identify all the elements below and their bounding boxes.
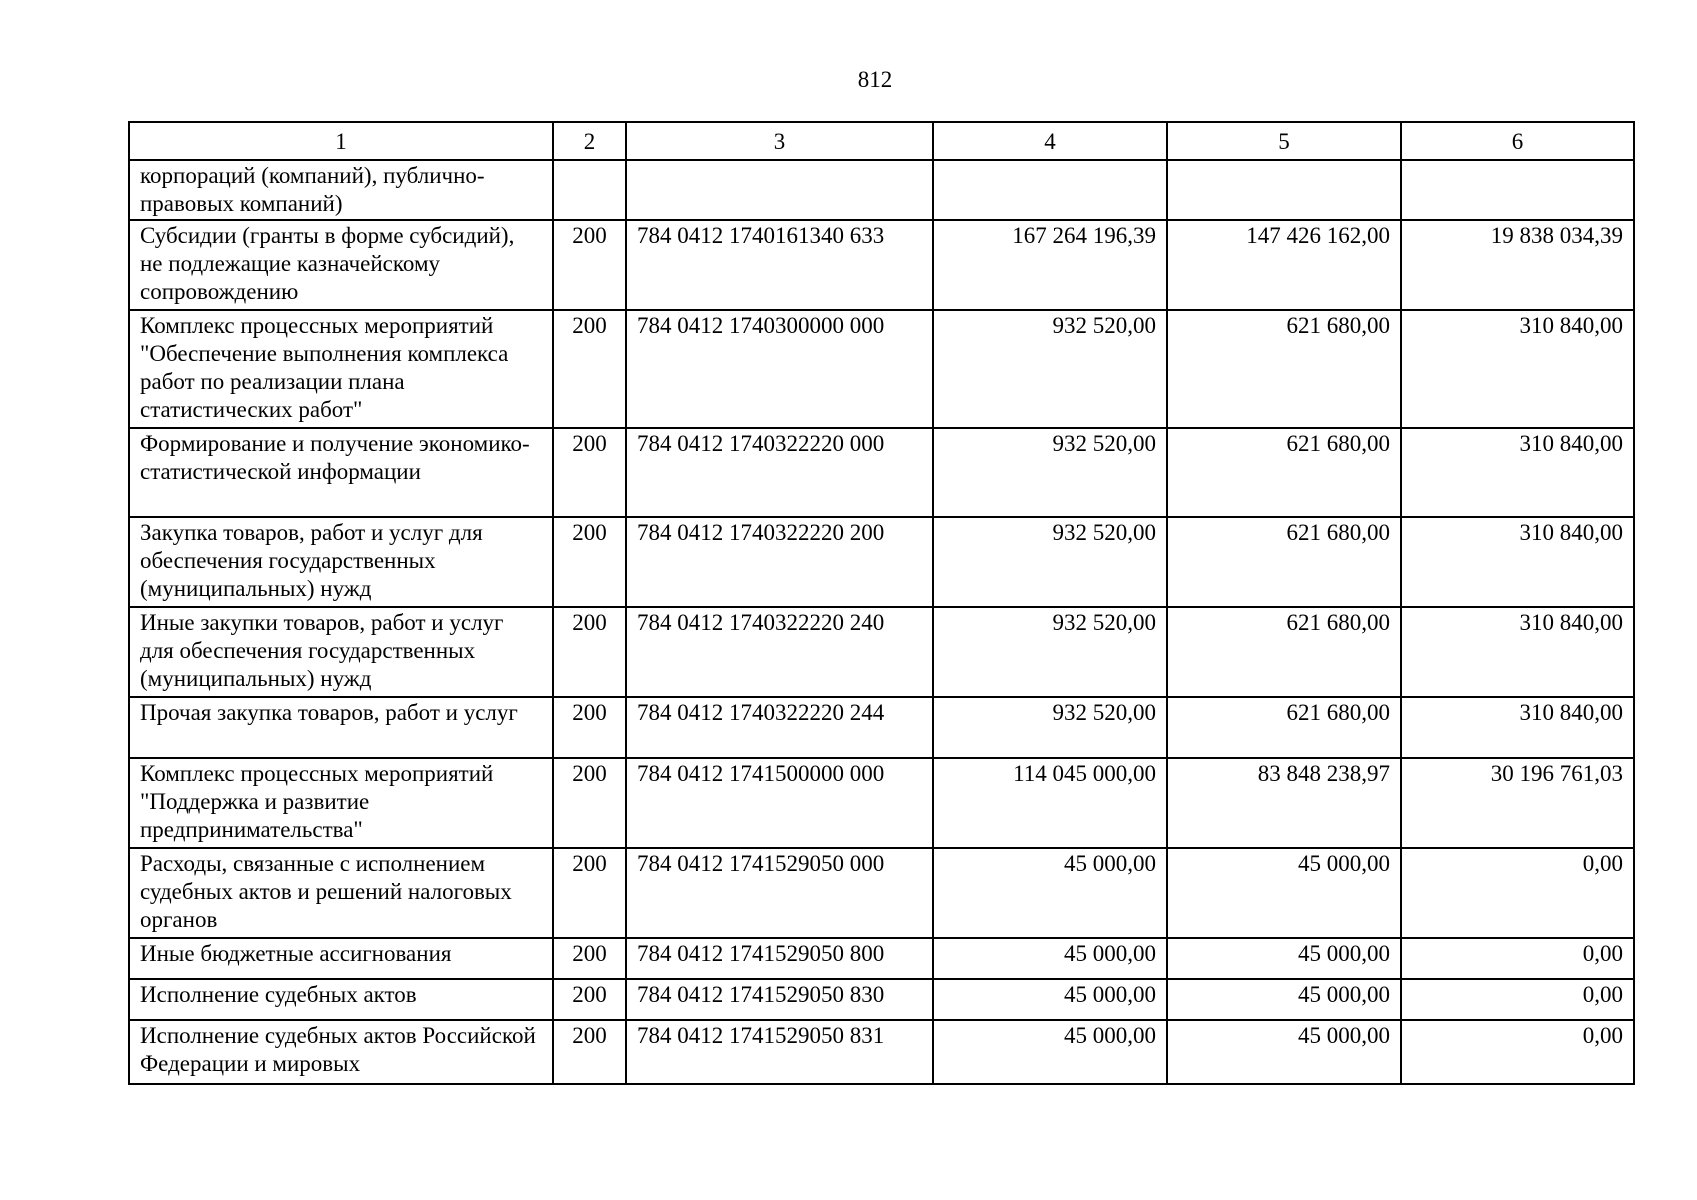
cell-code: 200	[553, 758, 626, 848]
cell-value-5: 621 680,00	[1167, 697, 1401, 758]
cell-code: 200	[553, 1020, 626, 1084]
cell-name: Комплекс процессных мероприятий "Поддержка и развитие предпринимательства"	[129, 758, 553, 848]
cell-name: Иные бюджетные ассигнования	[129, 938, 553, 979]
table-row	[129, 758, 1634, 848]
cell-value-5: 621 680,00	[1167, 607, 1401, 697]
cell-value-4	[933, 160, 1167, 220]
table-row	[129, 1020, 1634, 1084]
cell-kbk	[626, 160, 933, 220]
cell-value-5: 621 680,00	[1167, 310, 1401, 428]
cell-code: 200	[553, 848, 626, 938]
cell-value-6: 19 838 034,39	[1401, 220, 1634, 310]
cell-value-6: 310 840,00	[1401, 697, 1634, 758]
cell-kbk: 784 0412 1740322220 000	[626, 428, 933, 517]
table-row	[129, 979, 1634, 1020]
cell-value-4: 932 520,00	[933, 607, 1167, 697]
cell-value-4: 932 520,00	[933, 310, 1167, 428]
cell-name: Иные закупки товаров, работ и услуг для обеспечения государственных (муниципальных) нужд	[129, 607, 553, 697]
cell-name: корпораций (компаний), публично-правовых компаний)	[129, 160, 553, 220]
column-header-5: 5	[1167, 122, 1401, 160]
cell-value-5: 147 426 162,00	[1167, 220, 1401, 310]
cell-value-5: 45 000,00	[1167, 938, 1401, 979]
cell-code: 200	[553, 979, 626, 1020]
cell-value-5	[1167, 160, 1401, 220]
budget-table	[128, 121, 1635, 1085]
cell-value-6: 0,00	[1401, 848, 1634, 938]
cell-kbk: 784 0412 1741529050 831	[626, 1020, 933, 1084]
cell-value-4: 932 520,00	[933, 517, 1167, 607]
cell-code: 200	[553, 220, 626, 310]
cell-value-6: 310 840,00	[1401, 607, 1634, 697]
cell-value-4: 45 000,00	[933, 848, 1167, 938]
table-row	[129, 160, 1634, 220]
cell-code: 200	[553, 428, 626, 517]
cell-value-5: 45 000,00	[1167, 979, 1401, 1020]
cell-name: Прочая закупка товаров, работ и услуг	[129, 697, 553, 758]
cell-value-6: 0,00	[1401, 979, 1634, 1020]
column-header-6: 6	[1401, 122, 1634, 160]
table-row	[129, 310, 1634, 428]
table-row	[129, 697, 1634, 758]
cell-name: Исполнение судебных актов Российской Федерации и мировых	[129, 1020, 553, 1084]
cell-value-4: 45 000,00	[933, 1020, 1167, 1084]
cell-code: 200	[553, 697, 626, 758]
cell-value-6: 0,00	[1401, 938, 1634, 979]
cell-kbk: 784 0412 1741500000 000	[626, 758, 933, 848]
cell-code	[553, 160, 626, 220]
cell-value-4: 167 264 196,39	[933, 220, 1167, 310]
cell-value-5: 621 680,00	[1167, 428, 1401, 517]
cell-value-5: 83 848 238,97	[1167, 758, 1401, 848]
cell-name: Исполнение судебных актов	[129, 979, 553, 1020]
table-row	[129, 220, 1634, 310]
cell-value-6	[1401, 160, 1634, 220]
cell-value-4: 45 000,00	[933, 979, 1167, 1020]
table-row	[129, 938, 1634, 979]
cell-value-6: 310 840,00	[1401, 310, 1634, 428]
cell-value-4: 114 045 000,00	[933, 758, 1167, 848]
column-header-2: 2	[553, 122, 626, 160]
cell-name: Комплекс процессных мероприятий "Обеспечение выполнения комплекса работ по реализации плана статистических работ"	[129, 310, 553, 428]
cell-kbk: 784 0412 1741529050 000	[626, 848, 933, 938]
cell-value-4: 932 520,00	[933, 428, 1167, 517]
table-row	[129, 517, 1634, 607]
cell-kbk: 784 0412 1740322220 240	[626, 607, 933, 697]
cell-kbk: 784 0412 1740161340 633	[626, 220, 933, 310]
cell-kbk: 784 0412 1741529050 800	[626, 938, 933, 979]
cell-value-6: 0,00	[1401, 1020, 1634, 1084]
cell-value-6: 30 196 761,03	[1401, 758, 1634, 848]
cell-value-5: 45 000,00	[1167, 848, 1401, 938]
cell-code: 200	[553, 938, 626, 979]
cell-value-4: 45 000,00	[933, 938, 1167, 979]
page-number: 812	[857, 67, 893, 92]
cell-code: 200	[553, 607, 626, 697]
cell-name: Формирование и получение экономико-статистической информации	[129, 428, 553, 517]
cell-code: 200	[553, 517, 626, 607]
column-header-3: 3	[626, 122, 933, 160]
table-row	[129, 848, 1634, 938]
cell-kbk: 784 0412 1740322220 200	[626, 517, 933, 607]
table-row	[129, 607, 1634, 697]
cell-kbk: 784 0412 1741529050 830	[626, 979, 933, 1020]
cell-kbk: 784 0412 1740300000 000	[626, 310, 933, 428]
column-header-4: 4	[933, 122, 1167, 160]
cell-value-6: 310 840,00	[1401, 517, 1634, 607]
cell-value-4: 932 520,00	[933, 697, 1167, 758]
table-row	[129, 428, 1634, 517]
cell-name: Закупка товаров, работ и услуг для обеспечения государственных (муниципальных) нужд	[129, 517, 553, 607]
column-header-1: 1	[129, 122, 553, 160]
cell-code: 200	[553, 310, 626, 428]
table-header-row	[129, 122, 1634, 160]
cell-value-5: 45 000,00	[1167, 1020, 1401, 1084]
cell-value-5: 621 680,00	[1167, 517, 1401, 607]
cell-kbk: 784 0412 1740322220 244	[626, 697, 933, 758]
cell-name: Расходы, связанные с исполнением судебных актов и решений налоговых органов	[129, 848, 553, 938]
cell-value-6: 310 840,00	[1401, 428, 1634, 517]
cell-name: Субсидии (гранты в форме субсидий), не подлежащие казначейскому сопровождению	[129, 220, 553, 310]
